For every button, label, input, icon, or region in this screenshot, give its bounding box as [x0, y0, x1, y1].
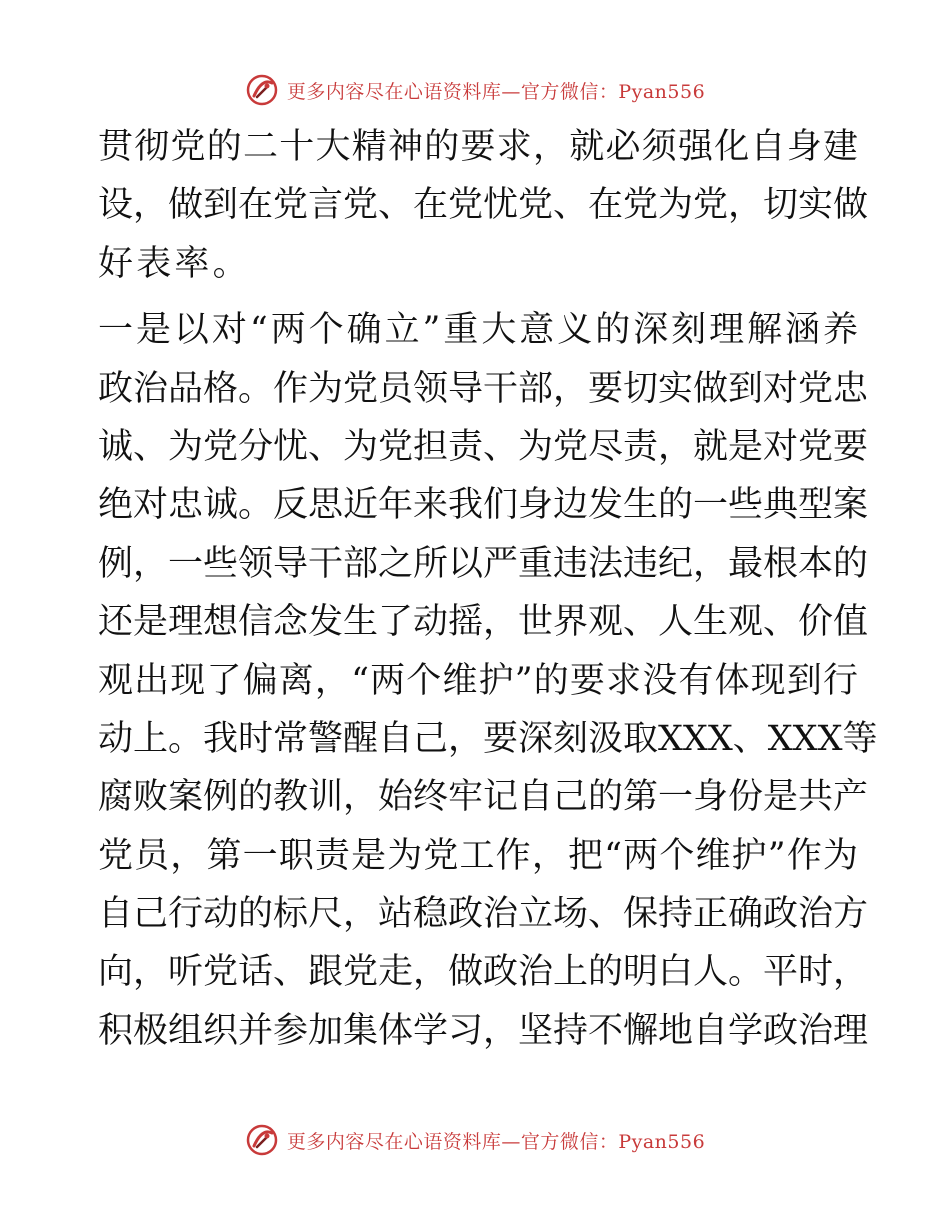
- text-line: 动上。我时常警醒自己，要深刻汲取XXX、XXX等: [98, 718, 878, 759]
- paragraph-2: [98, 301, 878, 1060]
- text-line: 政治品格。作为党员领导干部，要切实做到对党忠: [98, 368, 869, 409]
- logo-icon: [245, 1123, 279, 1157]
- text-line: 还是理想信念发生了动摇，世界观、人生观、价值: [98, 602, 869, 643]
- text-line: 积极组织并参加集体学习，坚持不懈地自学政治理: [98, 1010, 869, 1051]
- footer-watermark-banner: [0, 1120, 950, 1160]
- text-line: 自己行动的标尺，站稳政治立场、保持正确政治方: [98, 894, 869, 935]
- paragraph-1: [98, 118, 869, 293]
- document-body: [98, 118, 878, 1060]
- text-line: 党员，第一职责是为党工作，把“两个维护”作为: [98, 835, 858, 876]
- text-line: 观出现了偏离，“两个维护”的要求没有体现到行: [98, 660, 858, 701]
- footer-watermark-text: 更多内容尽在心语资料库—官方微信：Pyan556: [286, 1130, 706, 1153]
- text-line: 一是以对“两个确立”重大意义的深刻理解涵养: [98, 310, 858, 351]
- text-line: 例，一些领导干部之所以严重违法违纪，最根本的: [98, 543, 869, 584]
- text-line: 绝对忠诚。反思近年来我们身边发生的一些典型案: [98, 485, 869, 526]
- text-line: 腐败案例的教训，始终牢记自己的第一身份是共产: [98, 777, 869, 818]
- text-line: 向，听党话、跟党走，做政治上的明白人。平时，: [98, 952, 869, 993]
- header-watermark-banner: [0, 70, 950, 110]
- text-line: 设，做到在党言党、在党忧党、在党为党，切实做: [98, 185, 869, 226]
- text-line: 诚、为党分忧、为党担责、为党尽责，就是对党要: [98, 426, 869, 467]
- header-watermark-text: 更多内容尽在心语资料库—官方微信：Pyan556: [286, 80, 706, 103]
- text-line: 好表率。: [98, 243, 251, 284]
- logo-icon: [245, 73, 279, 107]
- text-line: 贯彻党的二十大精神的要求，就必须强化自身建: [98, 127, 858, 167]
